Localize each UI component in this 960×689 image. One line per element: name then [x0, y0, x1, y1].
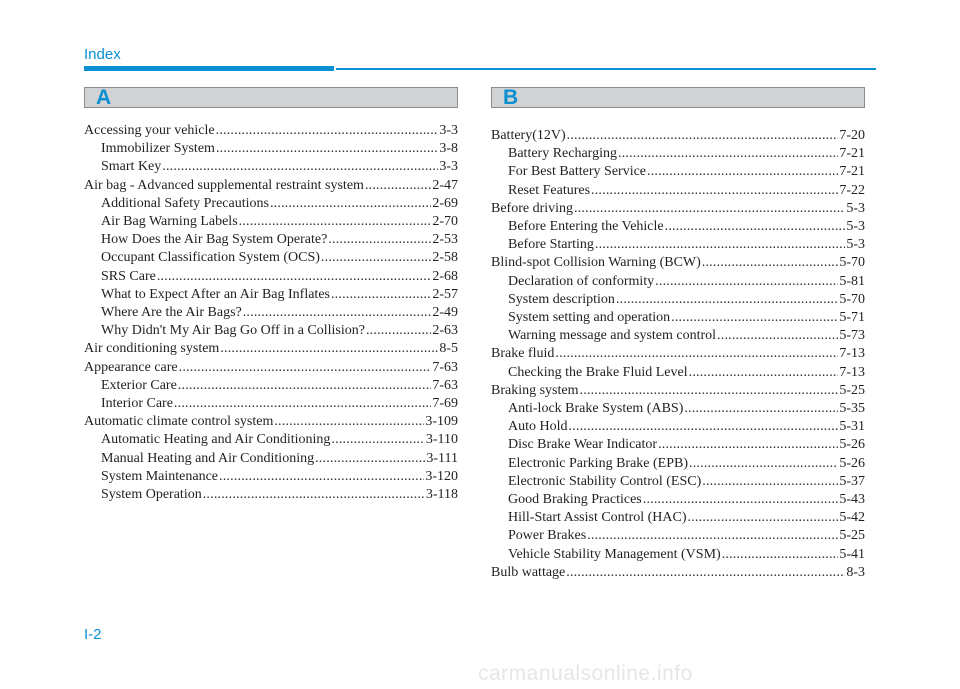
index-subentry — [491, 509, 865, 527]
entry-page-ref: 5-70 — [839, 255, 865, 271]
dot-leader — [587, 527, 838, 545]
dot-leader — [179, 359, 432, 377]
index-subentry — [491, 309, 865, 327]
entry-page-ref: 2-47 — [432, 177, 458, 193]
dot-leader — [331, 431, 424, 449]
dot-leader — [162, 158, 438, 176]
dot-leader — [174, 395, 431, 413]
entry-term: Where Are the Air Bags? — [101, 305, 242, 321]
index-entry — [84, 177, 458, 195]
dot-leader — [689, 364, 839, 382]
dot-leader — [216, 122, 439, 140]
entry-page-ref: 5-73 — [839, 328, 865, 344]
entry-page-ref: 2-63 — [432, 323, 458, 339]
dot-leader — [157, 268, 431, 286]
entry-page-ref: 8-5 — [439, 341, 458, 357]
entry-term: Blind-spot Collision Warning (BCW) — [491, 255, 701, 271]
dot-leader — [239, 213, 432, 231]
entry-term: Before Entering the Vehicle — [508, 219, 664, 235]
index-entry — [84, 413, 458, 431]
index-subentry — [491, 418, 865, 436]
entry-term: Checking the Brake Fluid Level — [508, 364, 688, 380]
entry-term: Bulb wattage — [491, 564, 566, 580]
dot-leader — [331, 286, 431, 304]
entry-term: Air conditioning system — [84, 341, 220, 357]
entry-page-ref: 5-3 — [846, 219, 865, 235]
dot-leader — [366, 322, 431, 340]
entry-page-ref: 5-26 — [839, 437, 865, 453]
entry-page-ref: 5-37 — [839, 473, 865, 489]
entry-page-ref: 5-43 — [839, 492, 865, 508]
dot-leader — [566, 564, 845, 582]
entry-page-ref: 5-42 — [839, 510, 865, 526]
dot-leader — [569, 418, 839, 436]
dot-leader — [315, 450, 425, 468]
index-subentry — [84, 450, 458, 468]
entry-term: Why Didn't My Air Bag Go Off in a Collision? — [101, 323, 365, 339]
section-header-b — [491, 87, 865, 108]
entry-page-ref: 5-71 — [839, 310, 865, 326]
entry-page-ref: 3-118 — [425, 487, 458, 503]
dot-leader — [658, 436, 838, 454]
page-number: I-2 — [84, 626, 102, 643]
entry-page-ref: 7-21 — [839, 146, 865, 162]
entry-page-ref: 2-57 — [432, 286, 458, 302]
entry-page-ref: 3-120 — [425, 468, 458, 484]
index-entry — [491, 127, 865, 145]
index-subentry — [84, 231, 458, 249]
dot-leader — [722, 546, 839, 564]
dot-leader — [203, 486, 425, 504]
dot-leader — [643, 491, 839, 509]
section-letter-a: A — [96, 86, 112, 109]
entry-page-ref: 3-109 — [425, 414, 458, 430]
entry-term: System Operation — [101, 487, 202, 503]
index-subentry — [491, 145, 865, 163]
header-rule-thin — [336, 68, 876, 70]
dot-leader — [618, 145, 838, 163]
index-subentry — [84, 213, 458, 231]
entry-page-ref: 7-63 — [432, 377, 458, 393]
index-subentry — [84, 322, 458, 340]
index-column-b — [491, 127, 865, 582]
index-subentry — [84, 486, 458, 504]
entry-page-ref: 5-3 — [846, 237, 865, 253]
dot-leader — [671, 309, 838, 327]
entry-term: SRS Care — [101, 268, 156, 284]
entry-term: System Maintenance — [101, 468, 219, 484]
dot-leader — [555, 345, 838, 363]
index-subentry — [491, 236, 865, 254]
entry-term: System setting and operation — [508, 310, 671, 326]
entry-page-ref: 5-41 — [839, 546, 865, 562]
entry-term: Reset Features — [508, 182, 591, 198]
entry-page-ref: 7-13 — [839, 346, 865, 362]
entry-term: Vehicle Stability Management (VSM) — [508, 546, 721, 562]
dot-leader — [580, 382, 839, 400]
dot-leader — [243, 304, 432, 322]
index-entry — [491, 564, 865, 582]
entry-term: Disc Brake Wear Indicator — [508, 437, 658, 453]
dot-leader — [591, 182, 838, 200]
entry-page-ref: 3-111 — [426, 450, 458, 466]
index-subentry — [84, 249, 458, 267]
entry-term: Interior Care — [101, 396, 173, 412]
index-subentry — [84, 286, 458, 304]
dot-leader — [567, 127, 839, 145]
entry-term: Before Starting — [508, 237, 594, 253]
entry-term: Declaration of conformity — [508, 273, 655, 289]
dot-leader — [328, 231, 431, 249]
index-entry — [491, 200, 865, 218]
index-entry — [84, 122, 458, 140]
entry-page-ref: 5-70 — [839, 291, 865, 307]
index-subentry — [491, 218, 865, 236]
dot-leader — [219, 468, 424, 486]
entry-page-ref: 7-69 — [432, 396, 458, 412]
index-subentry — [84, 395, 458, 413]
dot-leader — [655, 273, 838, 291]
entry-term: Hill-Start Assist Control (HAC) — [508, 510, 687, 526]
entry-term: Additional Safety Precautions — [101, 195, 269, 211]
section-header-a — [84, 87, 458, 108]
index-subentry — [491, 364, 865, 382]
entry-page-ref: 2-58 — [432, 250, 458, 266]
index-subentry — [84, 158, 458, 176]
dot-leader — [689, 455, 838, 473]
dot-leader — [274, 413, 424, 431]
index-entry — [84, 359, 458, 377]
dot-leader — [574, 200, 845, 218]
entry-page-ref: 5-3 — [846, 200, 865, 216]
index-subentry — [491, 491, 865, 509]
dot-leader — [216, 140, 438, 158]
index-subentry — [491, 400, 865, 418]
entry-page-ref: 2-70 — [432, 214, 458, 230]
dot-leader — [178, 377, 432, 395]
entry-term: How Does the Air Bag System Operate? — [101, 232, 328, 248]
entry-page-ref: 7-13 — [839, 364, 865, 380]
index-subentry — [491, 163, 865, 181]
entry-term: Smart Key — [101, 159, 162, 175]
index-subentry — [491, 436, 865, 454]
dot-leader — [688, 509, 839, 527]
entry-term: Power Brakes — [508, 528, 587, 544]
section-letter-b: B — [503, 86, 519, 109]
index-subentry — [84, 268, 458, 286]
entry-page-ref: 2-53 — [432, 232, 458, 248]
entry-term: Brake fluid — [491, 346, 555, 362]
entry-page-ref: 3-8 — [439, 141, 458, 157]
entry-term: Manual Heating and Air Conditioning — [101, 450, 315, 466]
dot-leader — [321, 249, 431, 267]
entry-page-ref: 7-21 — [839, 164, 865, 180]
index-subentry — [491, 473, 865, 491]
index-subentry — [491, 546, 865, 564]
watermark: carmanualsonline.info — [478, 662, 693, 685]
dot-leader — [616, 291, 838, 309]
entry-term: Exterior Care — [101, 377, 177, 393]
entry-page-ref: 5-31 — [839, 419, 865, 435]
index-subentry — [84, 140, 458, 158]
entry-term: Before driving — [491, 200, 574, 216]
index-subentry — [84, 304, 458, 322]
entry-term: Automatic Heating and Air Conditioning — [101, 432, 331, 448]
dot-leader — [365, 177, 431, 195]
index-subentry — [491, 182, 865, 200]
entry-page-ref: 3-3 — [439, 123, 458, 138]
entry-page-ref: 5-26 — [839, 455, 865, 471]
entry-page-ref: 3-3 — [439, 159, 458, 175]
entry-page-ref: 3-110 — [425, 432, 458, 448]
entry-term: For Best Battery Service — [508, 164, 647, 180]
entry-term: Appearance care — [84, 359, 178, 375]
dot-leader — [717, 327, 838, 345]
entry-page-ref: 7-63 — [432, 359, 458, 375]
entry-page-ref: 7-20 — [839, 128, 865, 143]
index-subentry — [491, 291, 865, 309]
entry-term: Air Bag Warning Labels — [101, 214, 238, 230]
entry-page-ref: 2-68 — [432, 268, 458, 284]
entry-term: Accessing your vehicle — [84, 123, 215, 138]
entry-term: Braking system — [491, 382, 579, 398]
entry-term: System description — [508, 291, 615, 307]
entry-term: Battery Recharging — [508, 146, 617, 162]
index-subentry — [84, 377, 458, 395]
dot-leader — [270, 195, 431, 213]
page-header-title: Index — [84, 46, 121, 63]
index-subentry — [491, 273, 865, 291]
entry-term: Good Braking Practices — [508, 492, 642, 508]
entry-page-ref: 2-49 — [432, 305, 458, 321]
entry-page-ref: 5-25 — [839, 528, 865, 544]
dot-leader — [220, 340, 438, 358]
entry-term: Air bag - Advanced supplemental restraint system — [84, 177, 364, 193]
index-entry — [84, 340, 458, 358]
entry-term: Occupant Classification System (OCS) — [101, 250, 320, 266]
index-entry — [491, 382, 865, 400]
entry-term: Auto Hold — [508, 419, 568, 435]
dot-leader — [595, 236, 845, 254]
index-subentry — [491, 527, 865, 545]
dot-leader — [684, 400, 838, 418]
entry-term: Automatic climate control system — [84, 414, 274, 430]
dot-leader — [702, 254, 839, 272]
entry-term: Electronic Parking Brake (EPB) — [508, 455, 689, 471]
entry-page-ref: 7-22 — [839, 182, 865, 198]
entry-term: Warning message and system control — [508, 328, 717, 344]
index-subentry — [84, 468, 458, 486]
entry-page-ref: 2-69 — [432, 195, 458, 211]
dot-leader — [702, 473, 838, 491]
entry-term: Electronic Stability Control (ESC) — [508, 473, 702, 489]
entry-term: Anti-lock Brake System (ABS) — [508, 401, 684, 417]
entry-term: Battery(12V) — [491, 128, 566, 143]
index-subentry — [84, 195, 458, 213]
entry-page-ref: 5-25 — [839, 382, 865, 398]
index-entry — [491, 345, 865, 363]
index-subentry — [84, 431, 458, 449]
header-rule-thick — [84, 66, 334, 71]
dot-leader — [647, 163, 838, 181]
dot-leader — [665, 218, 846, 236]
index-column-a — [84, 122, 458, 504]
index-subentry — [491, 455, 865, 473]
entry-term: Immobilizer System — [101, 141, 215, 157]
index-entry — [491, 254, 865, 272]
entry-term: What to Expect After an Air Bag Inflates — [101, 286, 330, 302]
entry-page-ref: 5-81 — [839, 273, 865, 289]
entry-page-ref: 8-3 — [846, 564, 865, 580]
entry-page-ref: 5-35 — [839, 401, 865, 417]
index-subentry — [491, 327, 865, 345]
